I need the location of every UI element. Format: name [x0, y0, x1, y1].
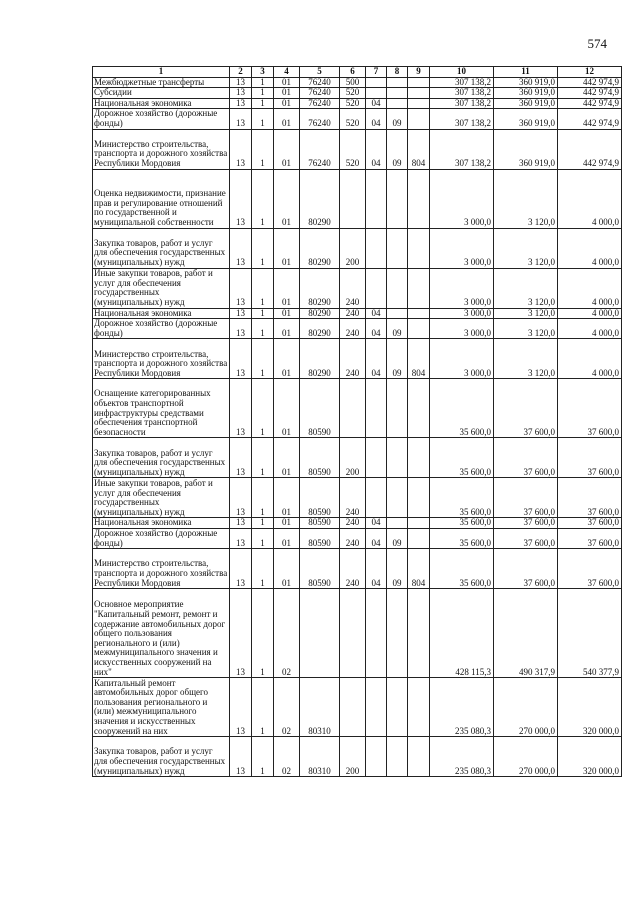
header-cell: 8	[387, 67, 408, 78]
code-cell: 04	[366, 98, 387, 109]
code-cell: 1	[252, 169, 274, 228]
code-cell: 80290	[300, 268, 340, 308]
code-cell: 240	[340, 308, 366, 319]
table-row	[93, 589, 622, 678]
code-cell	[408, 518, 430, 529]
code-cell: 240	[340, 478, 366, 518]
amount-cell: 307 138,2	[430, 98, 494, 109]
code-cell	[387, 169, 408, 228]
table-row	[93, 98, 622, 109]
code-cell: 1	[252, 268, 274, 308]
amount-cell: 4 000,0	[558, 319, 622, 339]
code-cell: 09	[387, 109, 408, 129]
code-cell	[408, 109, 430, 129]
code-cell	[387, 678, 408, 737]
code-cell: 01	[274, 77, 300, 88]
code-cell: 520	[340, 109, 366, 129]
table-row	[93, 109, 622, 129]
code-cell: 1	[252, 549, 274, 589]
code-cell	[300, 589, 340, 678]
code-cell: 1	[252, 77, 274, 88]
code-cell: 520	[340, 98, 366, 109]
item-name-cell: Дорожное хозяйство (дорожные фонды)	[93, 109, 230, 129]
item-name-cell: Национальная экономика	[93, 98, 230, 109]
code-cell	[408, 737, 430, 777]
amount-cell: 540 377,9	[558, 589, 622, 678]
table-row	[93, 737, 622, 777]
table-row	[93, 518, 622, 529]
amount-cell: 3 120,0	[494, 228, 558, 268]
code-cell	[366, 228, 387, 268]
item-name-cell: Министерство строительства, транспорта и дорожного хозяйства Республики Мордовия	[93, 129, 230, 169]
code-cell: 1	[252, 339, 274, 379]
table-row	[93, 319, 622, 339]
code-cell	[408, 98, 430, 109]
table-body	[93, 77, 622, 777]
code-cell: 04	[366, 339, 387, 379]
code-cell: 13	[230, 518, 252, 529]
code-cell	[387, 589, 408, 678]
code-cell	[408, 319, 430, 339]
code-cell: 80290	[300, 319, 340, 339]
code-cell: 13	[230, 528, 252, 548]
code-cell: 01	[274, 528, 300, 548]
amount-cell: 235 080,3	[430, 678, 494, 737]
code-cell: 1	[252, 228, 274, 268]
amount-cell: 235 080,3	[430, 737, 494, 777]
code-cell: 13	[230, 339, 252, 379]
code-cell	[366, 737, 387, 777]
code-cell: 240	[340, 549, 366, 589]
code-cell: 240	[340, 339, 366, 379]
code-cell: 01	[274, 228, 300, 268]
code-cell: 240	[340, 319, 366, 339]
amount-cell: 37 600,0	[558, 379, 622, 438]
code-cell: 80290	[300, 339, 340, 379]
amount-cell: 3 000,0	[430, 308, 494, 319]
code-cell: 13	[230, 737, 252, 777]
code-cell: 13	[230, 379, 252, 438]
code-cell: 13	[230, 109, 252, 129]
code-cell: 01	[274, 319, 300, 339]
amount-cell: 360 919,0	[494, 88, 558, 99]
code-cell: 1	[252, 518, 274, 529]
code-cell: 804	[408, 339, 430, 379]
table-row	[93, 77, 622, 88]
amount-cell: 442 974,9	[558, 109, 622, 129]
code-cell: 01	[274, 308, 300, 319]
code-cell: 13	[230, 129, 252, 169]
code-cell: 80290	[300, 308, 340, 319]
table-row	[93, 88, 622, 99]
code-cell: 240	[340, 518, 366, 529]
code-cell: 80590	[300, 528, 340, 548]
amount-cell: 270 000,0	[494, 737, 558, 777]
item-name-cell: Иные закупки товаров, работ и услуг для обеспечения государственных (муниципальных) нужд	[93, 268, 230, 308]
code-cell	[387, 268, 408, 308]
code-cell	[366, 268, 387, 308]
code-cell: 02	[274, 589, 300, 678]
code-cell: 76240	[300, 77, 340, 88]
code-cell: 80290	[300, 169, 340, 228]
item-name-cell: Закупка товаров, работ и услуг для обеспечения государственных (муниципальных) нужд	[93, 737, 230, 777]
item-name-cell: Оснащение категорированных объектов транспортной инфраструктуры средствами обеспечения транспортной безопасности	[93, 379, 230, 438]
code-cell: 1	[252, 109, 274, 129]
table-row	[93, 268, 622, 308]
header-row	[93, 67, 622, 78]
table-row	[93, 438, 622, 478]
code-cell	[408, 268, 430, 308]
code-cell: 1	[252, 319, 274, 339]
code-cell: 02	[274, 737, 300, 777]
code-cell: 04	[366, 518, 387, 529]
item-name-cell: Субсидии	[93, 88, 230, 99]
table-row	[93, 129, 622, 169]
code-cell: 1	[252, 308, 274, 319]
code-cell: 80590	[300, 478, 340, 518]
code-cell	[366, 77, 387, 88]
code-cell: 04	[366, 528, 387, 548]
code-cell	[387, 88, 408, 99]
table-row	[93, 169, 622, 228]
code-cell: 13	[230, 308, 252, 319]
amount-cell: 3 000,0	[430, 339, 494, 379]
code-cell	[366, 379, 387, 438]
code-cell	[340, 169, 366, 228]
code-cell: 04	[366, 549, 387, 589]
code-cell: 240	[340, 528, 366, 548]
code-cell	[340, 678, 366, 737]
code-cell	[387, 98, 408, 109]
code-cell: 13	[230, 438, 252, 478]
item-name-cell: Дорожное хозяйство (дорожные фонды)	[93, 528, 230, 548]
amount-cell: 442 974,9	[558, 98, 622, 109]
amount-cell: 3 000,0	[430, 228, 494, 268]
table-row	[93, 678, 622, 737]
amount-cell: 442 974,9	[558, 129, 622, 169]
code-cell: 1	[252, 88, 274, 99]
amount-cell: 37 600,0	[494, 518, 558, 529]
amount-cell: 3 000,0	[430, 319, 494, 339]
amount-cell: 35 600,0	[430, 379, 494, 438]
code-cell: 13	[230, 478, 252, 518]
table-row	[93, 308, 622, 319]
amount-cell: 37 600,0	[558, 549, 622, 589]
amount-cell: 37 600,0	[558, 518, 622, 529]
amount-cell: 37 600,0	[494, 379, 558, 438]
code-cell: 1	[252, 379, 274, 438]
amount-cell: 4 000,0	[558, 228, 622, 268]
code-cell	[366, 478, 387, 518]
amount-cell: 307 138,2	[430, 129, 494, 169]
code-cell: 01	[274, 129, 300, 169]
amount-cell: 35 600,0	[430, 438, 494, 478]
code-cell	[387, 379, 408, 438]
code-cell: 09	[387, 319, 408, 339]
code-cell: 500	[340, 77, 366, 88]
code-cell: 13	[230, 678, 252, 737]
code-cell: 04	[366, 308, 387, 319]
code-cell: 80310	[300, 737, 340, 777]
header-cell: 11	[494, 67, 558, 78]
code-cell: 13	[230, 77, 252, 88]
amount-cell: 307 138,2	[430, 88, 494, 99]
code-cell: 80590	[300, 379, 340, 438]
code-cell: 04	[366, 319, 387, 339]
code-cell	[366, 169, 387, 228]
amount-cell: 4 000,0	[558, 268, 622, 308]
code-cell	[408, 308, 430, 319]
code-cell	[340, 589, 366, 678]
code-cell	[387, 478, 408, 518]
header-cell: 9	[408, 67, 430, 78]
header-cell: 6	[340, 67, 366, 78]
code-cell: 04	[366, 129, 387, 169]
amount-cell: 360 919,0	[494, 98, 558, 109]
code-cell	[340, 379, 366, 438]
header-cell: 10	[430, 67, 494, 78]
code-cell: 80590	[300, 549, 340, 589]
amount-cell: 360 919,0	[494, 129, 558, 169]
amount-cell: 360 919,0	[494, 77, 558, 88]
code-cell: 09	[387, 549, 408, 589]
code-cell: 01	[274, 98, 300, 109]
code-cell: 09	[387, 129, 408, 169]
amount-cell: 37 600,0	[558, 528, 622, 548]
table-row	[93, 478, 622, 518]
amount-cell: 442 974,9	[558, 88, 622, 99]
code-cell: 80590	[300, 438, 340, 478]
code-cell: 1	[252, 478, 274, 518]
code-cell: 13	[230, 319, 252, 339]
code-cell	[387, 438, 408, 478]
header-cell: 2	[230, 67, 252, 78]
amount-cell: 3 120,0	[494, 308, 558, 319]
code-cell	[366, 88, 387, 99]
code-cell: 200	[340, 438, 366, 478]
code-cell	[387, 737, 408, 777]
code-cell: 804	[408, 549, 430, 589]
code-cell	[387, 308, 408, 319]
code-cell	[387, 518, 408, 529]
amount-cell: 3 120,0	[494, 319, 558, 339]
code-cell: 200	[340, 228, 366, 268]
amount-cell: 35 600,0	[430, 528, 494, 548]
code-cell	[408, 478, 430, 518]
code-cell	[408, 678, 430, 737]
amount-cell: 37 600,0	[494, 438, 558, 478]
code-cell: 200	[340, 737, 366, 777]
code-cell	[387, 228, 408, 268]
code-cell: 76240	[300, 129, 340, 169]
table-row	[93, 339, 622, 379]
code-cell: 09	[387, 528, 408, 548]
code-cell	[387, 77, 408, 88]
amount-cell: 37 600,0	[494, 549, 558, 589]
amount-cell: 4 000,0	[558, 339, 622, 379]
code-cell: 01	[274, 518, 300, 529]
code-cell: 1	[252, 528, 274, 548]
header-cell: 7	[366, 67, 387, 78]
item-name-cell: Национальная экономика	[93, 308, 230, 319]
amount-cell: 37 600,0	[558, 478, 622, 518]
code-cell	[408, 88, 430, 99]
code-cell: 13	[230, 549, 252, 589]
code-cell: 01	[274, 169, 300, 228]
code-cell: 13	[230, 98, 252, 109]
table-row	[93, 549, 622, 589]
code-cell: 01	[274, 438, 300, 478]
header-cell: 1	[93, 67, 230, 78]
amount-cell: 307 138,2	[430, 77, 494, 88]
amount-cell: 4 000,0	[558, 169, 622, 228]
item-name-cell: Закупка товаров, работ и услуг для обеспечения государственных (муниципальных) нужд	[93, 438, 230, 478]
item-name-cell: Дорожное хозяйство (дорожные фонды)	[93, 319, 230, 339]
code-cell	[366, 589, 387, 678]
table-row	[93, 379, 622, 438]
code-cell: 804	[408, 129, 430, 169]
code-cell: 80590	[300, 518, 340, 529]
code-cell: 01	[274, 379, 300, 438]
amount-cell: 3 120,0	[494, 169, 558, 228]
item-name-cell: Капитальный ремонт автомобильных дорог общего пользования регионального и (или) межмуниципального значения и искусственных сооружений на них	[93, 678, 230, 737]
item-name-cell: Министерство строительства, транспорта и дорожного хозяйства Республики Мордовия	[93, 339, 230, 379]
code-cell: 1	[252, 678, 274, 737]
code-cell	[408, 77, 430, 88]
code-cell: 01	[274, 268, 300, 308]
item-name-cell: Национальная экономика	[93, 518, 230, 529]
code-cell: 01	[274, 88, 300, 99]
item-name-cell: Иные закупки товаров, работ и услуг для обеспечения государственных (муниципальных) нужд	[93, 478, 230, 518]
code-cell	[408, 169, 430, 228]
amount-cell: 490 317,9	[494, 589, 558, 678]
code-cell: 01	[274, 549, 300, 589]
header-cell: 12	[558, 67, 622, 78]
item-name-cell: Оценка недвижимости, признание прав и регулирование отношений по государственной и муниципальной собственности	[93, 169, 230, 228]
code-cell	[408, 438, 430, 478]
code-cell: 1	[252, 129, 274, 169]
code-cell	[366, 438, 387, 478]
amount-cell: 37 600,0	[494, 528, 558, 548]
item-name-cell: Министерство строительства, транспорта и дорожного хозяйства Республики Мордовия	[93, 549, 230, 589]
code-cell: 1	[252, 737, 274, 777]
code-cell: 80310	[300, 678, 340, 737]
header-cell: 4	[274, 67, 300, 78]
code-cell: 520	[340, 129, 366, 169]
code-cell: 1	[252, 438, 274, 478]
amount-cell: 37 600,0	[558, 438, 622, 478]
budget-table	[92, 66, 622, 777]
code-cell: 13	[230, 268, 252, 308]
code-cell: 240	[340, 268, 366, 308]
code-cell	[366, 678, 387, 737]
amount-cell: 320 000,0	[558, 678, 622, 737]
amount-cell: 3 120,0	[494, 339, 558, 379]
table-row	[93, 228, 622, 268]
code-cell: 1	[252, 589, 274, 678]
amount-cell: 270 000,0	[494, 678, 558, 737]
code-cell: 13	[230, 228, 252, 268]
amount-cell: 307 138,2	[430, 109, 494, 129]
code-cell: 13	[230, 169, 252, 228]
code-cell	[408, 228, 430, 268]
code-cell: 520	[340, 88, 366, 99]
amount-cell: 3 120,0	[494, 268, 558, 308]
code-cell: 02	[274, 678, 300, 737]
amount-cell: 37 600,0	[494, 478, 558, 518]
amount-cell: 35 600,0	[430, 518, 494, 529]
amount-cell: 320 000,0	[558, 737, 622, 777]
amount-cell: 4 000,0	[558, 308, 622, 319]
amount-cell: 3 000,0	[430, 169, 494, 228]
item-name-cell: Закупка товаров, работ и услуг для обеспечения государственных (муниципальных) нужд	[93, 228, 230, 268]
amount-cell: 35 600,0	[430, 478, 494, 518]
table-row	[93, 528, 622, 548]
code-cell: 13	[230, 589, 252, 678]
amount-cell: 360 919,0	[494, 109, 558, 129]
code-cell	[408, 589, 430, 678]
code-cell: 13	[230, 88, 252, 99]
code-cell: 01	[274, 109, 300, 129]
code-cell: 76240	[300, 109, 340, 129]
item-name-cell: Межбюджетные трансферты	[93, 77, 230, 88]
item-name-cell: Основное мероприятие "Капитальный ремонт, ремонт и содержание автомобильных дорог общего пользования регионального и (или) межмуниципального значения и искусственных сооружений на них"	[93, 589, 230, 678]
amount-cell: 35 600,0	[430, 549, 494, 589]
code-cell: 01	[274, 478, 300, 518]
amount-cell: 428 115,3	[430, 589, 494, 678]
code-cell: 09	[387, 339, 408, 379]
amount-cell: 3 000,0	[430, 268, 494, 308]
code-cell: 1	[252, 98, 274, 109]
code-cell: 76240	[300, 98, 340, 109]
code-cell: 04	[366, 109, 387, 129]
code-cell	[408, 528, 430, 548]
code-cell: 76240	[300, 88, 340, 99]
page-number: 574	[587, 36, 607, 51]
code-cell	[408, 379, 430, 438]
header-cell: 3	[252, 67, 274, 78]
code-cell: 80290	[300, 228, 340, 268]
code-cell: 01	[274, 339, 300, 379]
header-cell: 5	[300, 67, 340, 78]
amount-cell: 442 974,9	[558, 77, 622, 88]
